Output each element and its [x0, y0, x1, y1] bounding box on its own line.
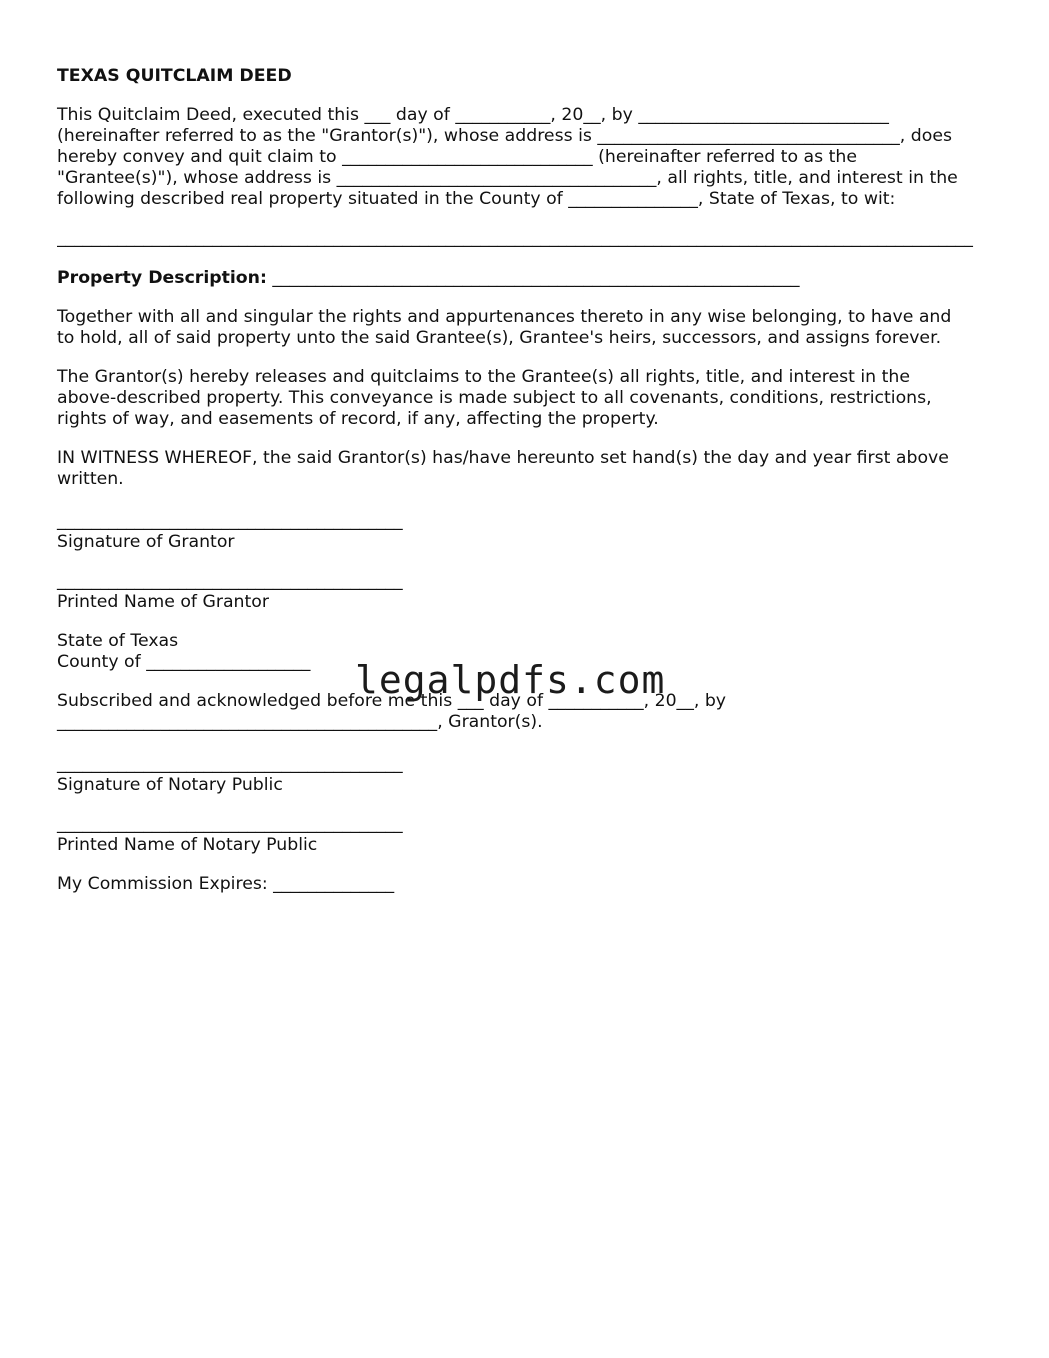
printed-name-notary-label: Printed Name of Notary Public: [57, 835, 318, 855]
document-title: TEXAS QUITCLAIM DEED: [57, 66, 292, 86]
property-description: [57, 268, 1017, 289]
venue-block: [57, 631, 1017, 673]
notary-printed-name-block: [57, 814, 1017, 856]
together-paragraph: Together with all and singular the rights and appurtenances thereto in any wise belonging, to have and to hold, all of said property unto the said Grantee(s), Grantee's heirs, successors, and assigns forever.: [57, 307, 952, 348]
grantor-printed-name-block: [57, 571, 1017, 613]
deed-document: [57, 66, 1017, 895]
signature-notary-label: Signature of Notary Public: [57, 775, 283, 795]
signature-line: ________________________________________: [57, 571, 403, 591]
commission-expires: My Commission Expires: ______________: [57, 874, 395, 894]
county-label: County of ___________________: [57, 652, 311, 672]
signature-line: ________________________________________: [57, 511, 403, 531]
grantor-signature-block: [57, 511, 1017, 553]
state-label: State of Texas: [57, 631, 179, 651]
signature-line: ________________________________________: [57, 754, 403, 774]
property-blank-line: __________________________________________________________________________________________________________: [57, 228, 973, 248]
notary-signature-block: [57, 754, 1017, 796]
signature-line: ________________________________________: [57, 814, 403, 834]
notary-acknowledgment: Subscribed and acknowledged before me this ___ day of ___________, 20__, by ____________________________________________, Grantor(s).: [57, 691, 727, 732]
witness-paragraph: IN WITNESS WHEREOF, the said Grantor(s) has/have hereunto set hand(s) the day and year first above written.: [57, 448, 949, 489]
signature-grantor-label: Signature of Grantor: [57, 532, 235, 552]
intro-paragraph: This Quitclaim Deed, executed this ___ day of ___________, 20__, by _____________________________ (hereinafter referred to as the "Grantor(s)"), whose address is ___________________________________, does hereby convey and quit claim to _____________________________ (hereinafter referred to as the "Grantee(s)"), whose address is _____________________________________, all rights, title, and interest in the following described real property situated in the County of _______________, State of Texas, to wit:: [57, 105, 958, 209]
printed-name-grantor-label: Printed Name of Grantor: [57, 592, 269, 612]
watermark-logo: legalpdfs.com: [355, 658, 666, 702]
property-description-blank: _____________________________________________________________: [266, 268, 800, 288]
releases-paragraph: The Grantor(s) hereby releases and quitclaims to the Grantee(s) all rights, title, and interest in the above-described property. This conveyance is made subject to all covenants, conditions, restrictions, rights of way, and easements of record, if any, affecting the property.: [57, 367, 932, 429]
property-description-label: Property Description:: [57, 268, 267, 288]
